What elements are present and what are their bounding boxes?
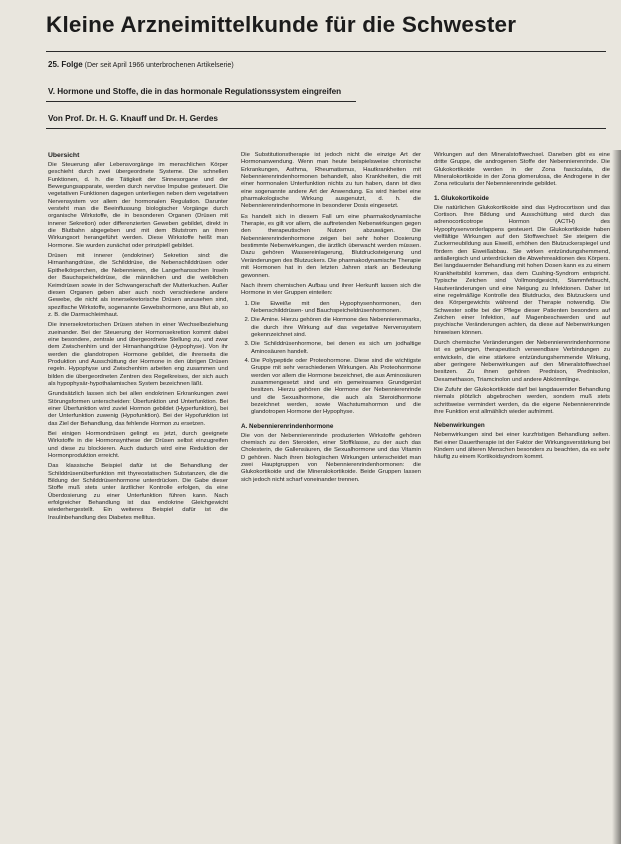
paragraph: Die Substitutionstherapie ist jedoch nicht die einzige Art der Hormonanwendung. Wenn man heute beispielsweise chronische Erkrankungen, Asthma, Rheumatismus, Hautkrankheiten mit Nebennierenrindenhormonen behandelt, also Krankheiten, die mit einer hormonalen Unterfunktion nichts zu tun haben, dann ist dies eine sogenannte andere Art der Anwendung. Es wird hierbei eine pharmakologische Wirkung ausgenutzt, d. h. die Nebennierenrindenhormone in besonderer Dosis eingesetzt. (241, 152, 421, 210)
paragraph: Wirkungen auf den Mineralstoffwechsel. Daneben gibt es eine dritte Gruppe, die androgenen Stoffe der Nebennierenrinde. Die Glukokortikoide werden in der Zona fasciculata, die Mineralokortikoide in der Zona glomerulosa, die Androgene in der Zona reticularis der Nebennierenrinde gebildet. (434, 152, 610, 188)
paragraph: Die von der Nebennierenrinde produzierten Wirkstoffe gehören chemisch zu den Steroiden, einer Stoffklasse, zu der auch das Cholesterin, die Gallensäuren, die Sexualhormone und das Vitamin D gehören. Nach ihren biologischen Wirkungen unterscheidet man zwei Hauptgruppen von Nebennierenrindenhormonen: die Glukokortikoide und die Mineralokortikoide. Beide Gruppen lassen sich jedoch nicht scharf voneinander trennen. (241, 432, 421, 483)
paragraph: Die natürlichen Glukokortikoide sind das Hydrocortison und das Cortison. Ihre Bildung und Ausschüttung wird durch das adrenocorticotrope Hormon (ACTH) des Hypophysenvorderlappens gesteuert. Die Glukokortikoide haben vielfältige Wirkungen auf den Stoffwechsel: Sie steigern die Zuckerneubildung aus Eiweiß, erhöhen den Blutzuckerspiegel und fördern den Eiweißabbau. Sie wirken entzündungshemmend, antiallergisch und unterdrücken die Abwehrreaktionen des Körpers. Bei langdauernder Behandlung mit hohen Dosen kann es zu einem Krankheitsbild kommen, das dem Cushing-Syndrom entspricht. Typische Zeichen sind Vollmondgesicht, Stammfettsucht, Hautveränderungen und eine Neigung zu Infektionen. Daher ist eine regelmäßige Kontrolle des Blutdrucks, des Blutzuckers und des Körpergewichts während der Therapie notwendig. Die Schwester sollte bei der Pflege dieser Patienten besonders auf Zeichen einer Infektion, auf Magenbeschwerden und auf psychische Veränderungen achten, da diese auf Nebenwirkungen hinweisen können. (434, 204, 610, 336)
subtitle-underline (46, 101, 356, 102)
overview-heading: Übersicht (48, 152, 80, 159)
text-column-3 (434, 152, 610, 838)
series-line (48, 60, 234, 69)
section-subtitle: V. Hormone und Stoffe, die in das hormonale Regulationssystem eingreifen (48, 87, 342, 96)
text-column-2 (241, 152, 421, 838)
paragraph: Das klassische Beispiel dafür ist die Behandlung der Schilddrüsenüberfunktion mit thyreostatischen Substanzen, die die Bildung der Schilddrüsenhormone unterdrücken. Die Gabe dieser Stoffe muß stets unter ärztlicher Kontrolle erfolgen, da eine Überdosierung zu einer Unterfunktion führen kann. Nach erfolgreicher Behandlung ist das endokrine Gleichgewicht wiederhergestellt. Ein weiteres Beispiel dafür ist die Insulinbehandlung des Diabetes mellitus. (48, 463, 228, 521)
section-a-heading: A. Nebennierenrindenhormone (241, 422, 334, 430)
series-number: 25. Folge (48, 60, 83, 69)
title-divider (46, 51, 606, 52)
paragraph: Es handelt sich in diesem Fall um eine pharmakodynamische Therapie, es gilt vor allem, die auftretenden Nebenwirkungen gegen den therapeutischen Nutzen abzuwägen. Die Nebennierenrindenhormone zeigen bei sehr hoher Dosierung bestimmte Nebenwirkungen, die ärztlich überwacht werden müssen. Dazu gehören Wassereinlagerung, Blutdrucksteigerung und Veränderungen des Blutzuckers. Die pharmakodynamische Therapie mit Hormonen hat in den letzten Jahren stark an Bedeutung gewonnen. (241, 213, 421, 279)
list-item: 3. Die Schilddrüsenhormone, bei denen es sich um jodhaltige Aminosäuren handelt. (251, 341, 421, 356)
paragraph: Grundsätzlich lassen sich bei allen endokrinen Erkrankungen zwei Störungsformen unterscheiden: Überfunktion und Unterfunktion. Bei einer Überfunktion wird zuviel Hormon gebildet (Hyperfunktion), bei der Unterfunktion zuwenig (Hypofunktion). Bei der Hypofunktion ist das Ziel der Behandlung, das fehlende Hormon zu ersetzen. (48, 391, 228, 427)
paragraph: Die innersekretorischen Drüsen stehen in einer Wechselbeziehung zueinander. Bei der Steuerung der Hormonsekretion kommt dabei eine besondere, zentrale und übergeordnete Stellung zu, und zwar dem Zwischenhirn und der Hirnanhangdrüse (Hypophyse). Von ihr werden die glandotropen Hormone gebildet, die ihrerseits die Produktion und Ausschüttung der Hormone in den übrigen Drüsen regeln. Hypophyse und Zwischenhirn arbeiten eng zusammen und bilden die übergeordneten Zentren des Regelkreises, der sich auch als hypophysär-hypothalamisches System bezeichnen läßt. (48, 322, 228, 387)
authors-divider (46, 128, 606, 129)
series-note: (Der seit April 1966 unterbrochenen Artikelserie) (84, 62, 234, 69)
list-item: 2. Die Amine. Hierzu gehören die Hormone des Nebennierenmarks, die durch ihre Wirkung auf das vegetative Nervensystem gekennzeichnet sind. (251, 317, 421, 339)
authors-line: Von Prof. Dr. H. G. Knauff und Dr. H. Gerdes (48, 114, 218, 123)
side-effects-heading: Nebenwirkungen (434, 422, 485, 430)
paragraph: Nebenwirkungen sind bei einer kurzfristigen Behandlung selten. Bei einer Dauertherapie ist der Faktor der Wirkungsverstärkung bei Kindern und älteren Menschen besonders zu beachten, da es sehr häufig zu einem Kortikoidsyndrom kommt. (434, 432, 610, 461)
list-item: 4. Die Polypeptide oder Proteohormone. Diese sind die wichtigste Gruppe mit sehr verschiedenen Wirkungen. Als Proteohormone werden vor allem die Hormone bezeichnet, die aus Aminosäuren zusammengesetzt sind und ein gemeinsames Grundgerüst besitzen. Hierzu gehören die Hormone der Nebennierenrinde und die Sexualhormone, die auch als Steroidhormone bezeichnet werden, sowie Wachstumshormon und die glandotropen Hormone der Hypophyse. (251, 358, 421, 417)
list-item: 1. Die Eiweiße mit den Hypophysenhormonen, den Nebenschilddrüsen- und Bauchspeicheldrüsenhormonen. (251, 301, 421, 316)
paragraph: Die Zufuhr der Glukokortikoide darf bei langdauernder Behandlung niemals plötzlich abgebrochen werden, sondern muß stets schrittweise vermindert werden, da die eigene Nebennierenrinde ihre Funktion erst allmählich wieder aufnimmt. (434, 386, 610, 415)
paragraph: Die Steuerung aller Lebensvorgänge im menschlichen Körper geschieht durch zwei übergeordnete Systeme. Die schnellen Funktionen, d. h. die Tätigkeit der Sinnesorgane und der Bewegungsapparate, werden durch nervöse Impulse gesteuert. Die vegetativen Funktionen dagegen unterliegen neben dem vegetativen Nervensystem vor allem der hormonalen Regulation. Darunter versteht man die Beeinflussung biologischer Vorgänge durch organische Wirkstoffe, die in besonderen Organen (Drüsen mit innerer Sekretion) oder differenzierten Geweben gebildet, direkt in die Blutbahn abgegeben und mit dem Blutstrom an ihren Wirkungsort herangeführt werden. Diese Wirkstoffe heißt man Hormone. Sie wurden zunächst oder prinzipiell gebildet. (48, 162, 228, 249)
paragraph: Drüsen mit innerer (endokriner) Sekretion sind: die Hirnanhangdrüse, die Schilddrüse, die Nebenschilddrüsen oder Epithelkörperchen, die Nebennieren, die Langerhansschen Inseln der Bauchspeicheldrüse, die männlichen und die weiblichen Keimdrüsen sowie in der Schwangerschaft der Mutterkuchen. Außer diesen Organen geben aber auch noch verschiedene andere Gewebe, die nicht als innersekretorische Drüsen anzusehen sind, spezifische Wirkstoffe, sogenannte Gewebshormone, ans Blut ab, so z. B. die Darmschleimhaut. (48, 253, 228, 318)
paragraph: Nach ihrem chemischen Aufbau und ihrer Herkunft lassen sich die Hormone in vier Gruppen einteilen: (241, 282, 421, 297)
article-title: Kleine Arzneimittelkunde für die Schwester (46, 12, 517, 37)
glucocorticoid-heading: 1. Glukokortikoide (434, 194, 489, 202)
page-edge-shadow (612, 150, 621, 844)
paragraph: Durch chemische Veränderungen der Nebennierenrindenhormone ist es gelungen, therapeutisch verwendbare Verbindungen zu entwickeln, die eine stärkere entzündungshemmende Wirkung, aber geringere Nebenwirkungen auf den Mineralstoffwechsel besitzen. Zu ihnen gehören Prednison, Prednisolon, Dexamethason, Triamcinolon und andere Abkömmlinge. (434, 339, 610, 383)
text-column-1 (48, 152, 228, 838)
paragraph: Bei einigen Hormondrüsen gelingt es jetzt, durch geeignete Wirkstoffe in die Hormonsynthese der Drüsen selbst einzugreifen und diese zu blockieren. Auch dadurch wird eine Reduktion der Hormonproduktion erreicht. (48, 431, 228, 460)
hormone-group-list (241, 301, 421, 417)
